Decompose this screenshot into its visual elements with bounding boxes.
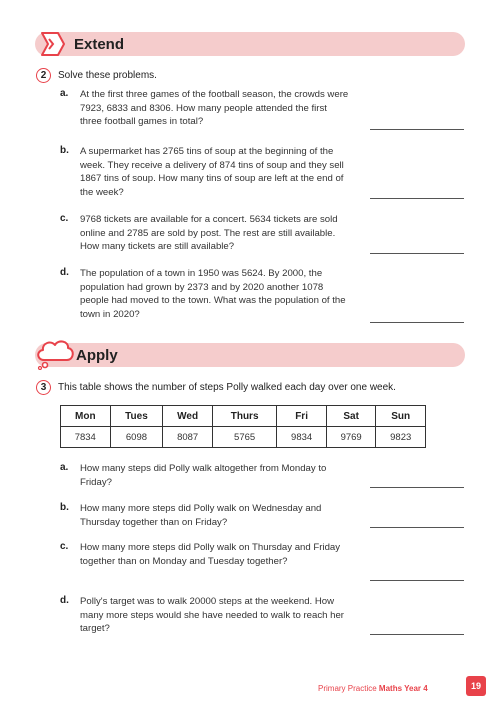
table-cell: 6098 xyxy=(110,427,163,448)
steps-table xyxy=(60,405,426,448)
item-letter: a. xyxy=(60,88,69,99)
extend-item-b xyxy=(60,145,350,199)
item-text: A supermarket has 2765 tins of soup at the beginning of the week. They receive a delivery of 874 tins of soup and they sell 1867 tins of soup. How many tins of soup are left at the end of the week? xyxy=(80,146,344,198)
apply-title: Apply xyxy=(76,347,118,364)
item-letter: d. xyxy=(60,595,69,606)
table-header-cell: Fri xyxy=(277,406,327,427)
table-cell: 9834 xyxy=(277,427,327,448)
apply-item-c xyxy=(60,541,350,568)
answer-line-2c[interactable] xyxy=(370,253,464,254)
extend-icon xyxy=(36,29,66,59)
answer-line-2d[interactable] xyxy=(370,322,464,323)
extend-question-text: Solve these problems. xyxy=(58,70,157,81)
item-text: At the first three games of the football season, the crowds were 7923, 6833 and 8306. How many people attended the first three football games in total? xyxy=(80,89,349,127)
item-letter: c. xyxy=(60,541,69,552)
item-text: 9768 tickets are available for a concert. 5634 tickets are sold online and 2785 are sold by post. The rest are still available. How many tickets are still available? xyxy=(80,214,338,252)
table-header-cell: Sat xyxy=(326,406,376,427)
table-cell: 9823 xyxy=(376,427,426,448)
table-row xyxy=(61,427,426,448)
table-header-cell: Tues xyxy=(110,406,163,427)
item-text: How many steps did Polly walk altogether from Monday to Friday? xyxy=(80,463,327,488)
item-text: How many more steps did Polly walk on Thursday and Friday together than on Monday and Tuesday together? xyxy=(80,542,341,567)
answer-line-3a[interactable] xyxy=(370,487,464,488)
table-cell: 5765 xyxy=(212,427,276,448)
answer-line-3b[interactable] xyxy=(370,527,464,528)
question-number-2: 2 xyxy=(36,68,51,83)
item-letter: d. xyxy=(60,267,69,278)
table-cell: 8087 xyxy=(163,427,213,448)
table-header-cell: Wed xyxy=(163,406,213,427)
footer-series-name: Primary Practice xyxy=(318,684,377,693)
apply-item-d xyxy=(60,595,350,636)
question-number-3: 3 xyxy=(36,380,51,395)
apply-item-a xyxy=(60,462,350,489)
item-letter: a. xyxy=(60,462,69,473)
table-header-row xyxy=(61,406,426,427)
apply-question-text: This table shows the number of steps Polly walked each day over one week. xyxy=(58,382,396,393)
table-header-cell: Sun xyxy=(376,406,426,427)
page-number: 19 xyxy=(466,676,486,696)
table-header-cell: Thurs xyxy=(212,406,276,427)
extend-item-a xyxy=(60,88,350,129)
answer-line-2a[interactable] xyxy=(370,129,464,130)
answer-line-2b[interactable] xyxy=(370,198,464,199)
footer-series xyxy=(318,684,428,693)
item-text: How many more steps did Polly walk on Wednesday and Thursday together than on Friday? xyxy=(80,503,322,528)
item-text: The population of a town in 1950 was 5624. By 2000, the population had grown by 2373 and by 2020 another 1078 people had moved to the town. What was the population of the town in 2020? xyxy=(80,268,346,320)
thought-cloud-icon xyxy=(34,336,76,370)
table-cell: 7834 xyxy=(61,427,111,448)
extend-item-c xyxy=(60,213,350,254)
item-letter: b. xyxy=(60,502,69,513)
extend-item-d xyxy=(60,267,350,321)
footer-subject: Maths Year 4 xyxy=(378,684,428,693)
table-cell: 9769 xyxy=(326,427,376,448)
extend-title: Extend xyxy=(74,36,125,53)
answer-line-3c[interactable] xyxy=(370,580,464,581)
table-header-cell: Mon xyxy=(61,406,111,427)
apply-item-b xyxy=(60,502,350,529)
item-letter: c. xyxy=(60,213,69,224)
answer-line-3d[interactable] xyxy=(370,634,464,635)
item-text: Polly's target was to walk 20000 steps at the weekend. How many more steps would she have needed to walk to reach her target? xyxy=(80,596,344,634)
item-letter: b. xyxy=(60,145,69,156)
